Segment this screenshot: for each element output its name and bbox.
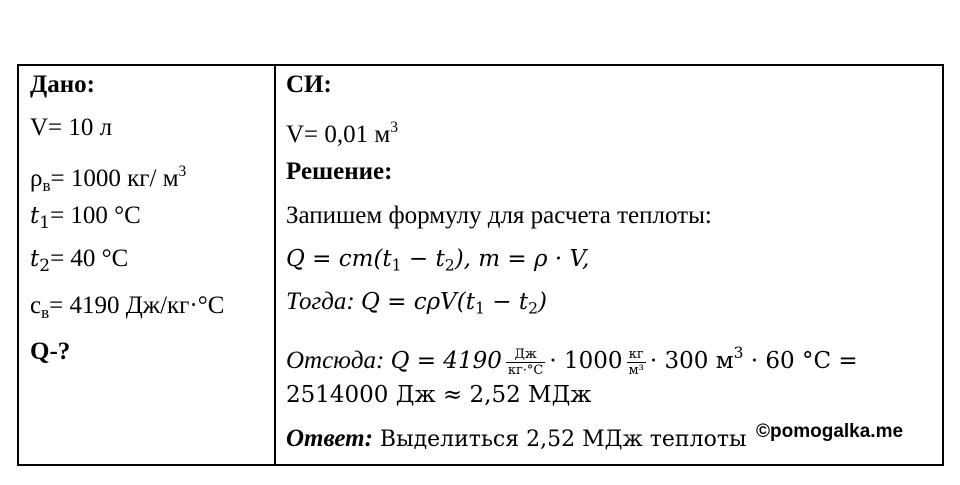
calculation-line — [286, 338, 858, 378]
calc-part-a: Q = 4190 — [390, 348, 502, 375]
si-volume-value: V= 0,01 м — [286, 121, 391, 149]
answer-label: Ответ: — [286, 425, 373, 452]
fraction-kg-per-m3 — [627, 347, 646, 378]
given-volume: V= 10 л — [30, 114, 113, 141]
t2-subscript: 2 — [39, 256, 51, 277]
c-subscript: в — [41, 303, 50, 323]
formula-2-part-c: − t — [484, 289, 529, 315]
density-subscript: в — [42, 176, 51, 196]
given-density — [30, 157, 186, 201]
result-line: 2514000 Дж ≈ 2,52 МДж — [286, 382, 592, 408]
calc-part-d: · 60 °С = — [743, 348, 858, 375]
fraction-2-numerator: кг — [627, 347, 646, 363]
si-header: СИ: — [286, 71, 332, 98]
solution-intro: Запишем формулу для расчета теплоты: — [286, 202, 712, 229]
given-heat-capacity — [30, 291, 224, 328]
t2-value: = 40 °C — [50, 245, 129, 272]
formula-line-2 — [286, 287, 547, 324]
given-question: Q-? — [30, 338, 71, 365]
calc-part-c: · 300 м — [649, 348, 734, 375]
formula-line-1 — [286, 244, 589, 281]
fraction-j-per-kg-c — [506, 347, 546, 378]
column-divider — [274, 66, 276, 464]
given-t2 — [30, 244, 128, 281]
solution-header: Решение: — [286, 158, 393, 185]
formula-1-sub-1: 1 — [391, 255, 402, 275]
c-value: = 4190 Дж/кг·°С — [49, 292, 225, 319]
formula-2-sub-2: 2 — [528, 298, 539, 318]
density-symbol: ρ — [30, 165, 43, 193]
t1-symbol: t — [30, 203, 40, 229]
t1-value: = 100 °C — [50, 202, 141, 229]
calc-part-b: · 1000 — [549, 348, 623, 375]
answer-line — [286, 424, 747, 455]
fraction-1-denominator: кг·°С — [507, 362, 544, 378]
si-volume-exponent: 3 — [390, 119, 398, 136]
then-word: Тогда: — [286, 288, 361, 315]
formula-1-part-a: Q = cm(t — [286, 246, 392, 272]
si-volume — [286, 113, 398, 150]
formula-1-sub-2: 2 — [444, 255, 455, 275]
watermark: ©pomogalka.me — [756, 421, 904, 442]
t1-subscript: 1 — [39, 213, 51, 234]
fraction-2-denominator: м³ — [628, 362, 644, 378]
fraction-1-numerator: Дж — [506, 347, 546, 363]
density-exponent: 3 — [178, 163, 187, 180]
given-header: Дано: — [30, 71, 95, 98]
hence-word: Отсюда: — [286, 347, 391, 375]
given-t1 — [30, 201, 141, 238]
c-symbol: с — [30, 292, 42, 319]
formula-1-part-e: ), m = ρ · V, — [454, 246, 590, 272]
calc-exponent: 3 — [733, 344, 744, 362]
t2-symbol: t — [30, 246, 40, 272]
formula-2-part-e: ) — [538, 289, 547, 315]
formula-2-part-a: Q = cρV(t — [360, 289, 475, 315]
formula-2-sub-1: 1 — [474, 298, 485, 318]
formula-1-part-c: − t — [401, 246, 445, 272]
task-table — [17, 64, 944, 466]
answer-text: Выделиться 2,52 МДж теплоты — [372, 427, 747, 452]
density-value: = 1000 кг/ м — [50, 165, 179, 193]
